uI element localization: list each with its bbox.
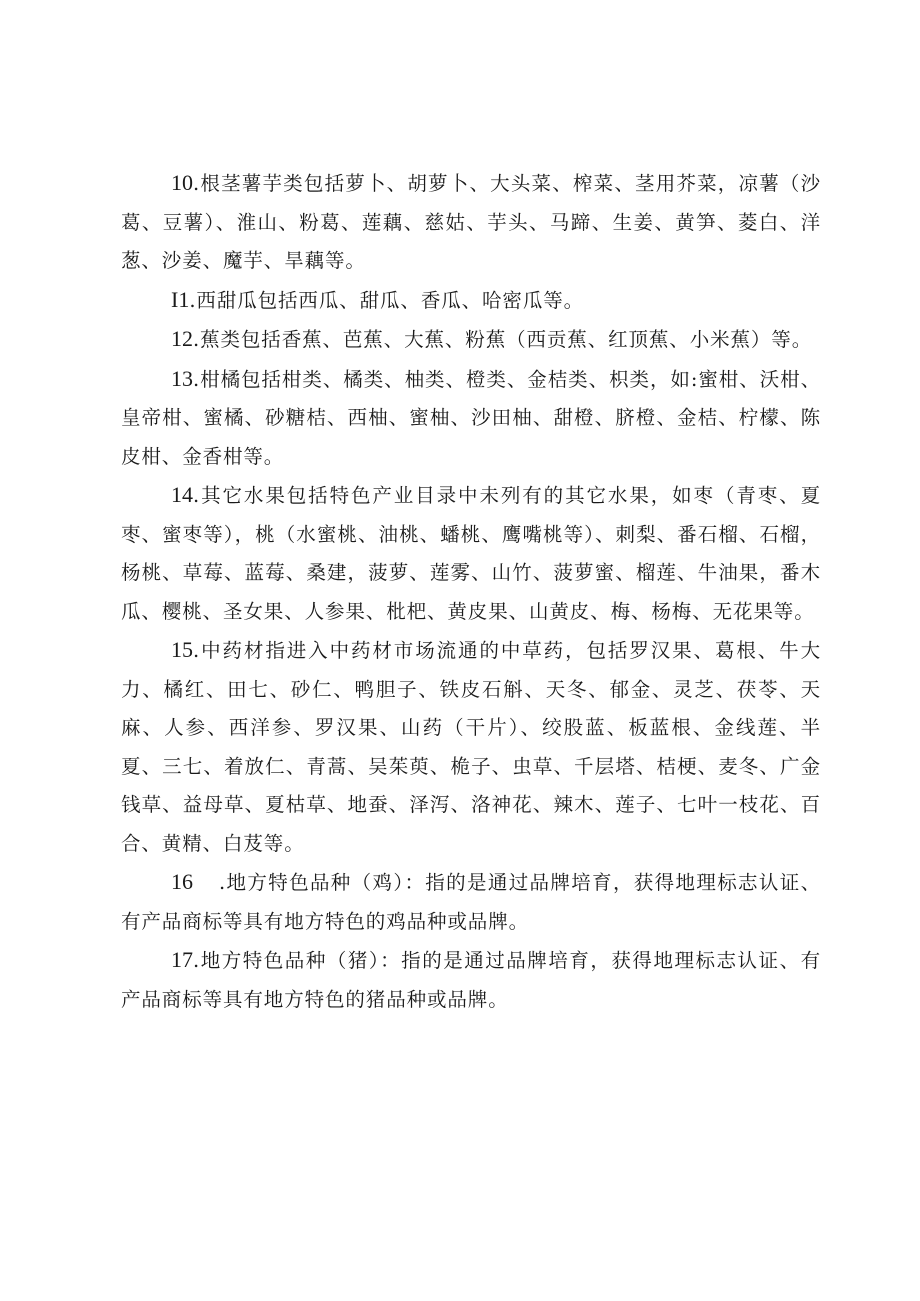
item-number: 13	[171, 365, 193, 391]
paragraph-16	[121, 863, 821, 941]
item-number: 17	[171, 947, 193, 972]
paragraph-14	[121, 476, 821, 631]
item-number: 12	[171, 326, 193, 351]
item-text: .其它水果包括特色产业目录中未列有的其它水果，如枣（青枣、夏枣、蜜枣等），桃（水蜜桃、油桃、蟠桃、鹰嘴桃等）、刺梨、番石榴、石榴，杨桃、草莓、蓝莓、桑建，菠萝、莲雾、山竹、菠萝蜜、榴莲、牛油果，番木瓜、樱桃、圣女果、人参果、枇杷、黄皮果、山黄皮、梅、杨梅、无花果等。	[121, 484, 821, 623]
item-text: .中药材指进入中药材市场流通的中草药，包括罗汉果、葛根、牛大力、橘红、田七、砂仁、鸭胆子、铁皮石斛、天冬、郁金、灵芝、茯苓、天麻、人参、西洋参、罗汉果、山药（干片）、绞股蓝、板蓝根、金线莲、半夏、三七、着放仁、青蒿、吴茱萸、桅子、虫草、千层塔、桔梗、麦冬、广金钱草、益母草、夏枯草、地蚕、泽泻、洛神花、辣木、莲子、七叶一枝花、百合、黄精、白芨等。	[121, 639, 821, 855]
document-body	[121, 164, 821, 1019]
paragraph-11	[121, 281, 821, 321]
item-number: 15	[171, 637, 193, 662]
paragraph-13	[121, 360, 821, 477]
item-text: .地方特色品种（鸡）：指的是通过品牌培育，获得地理标志认证、有产品商标等具有地方特色的鸡品种或品牌。	[121, 871, 821, 933]
paragraph-17	[121, 941, 821, 1019]
item-number: 10	[171, 170, 193, 195]
item-number: I1	[171, 286, 190, 312]
item-number: 14	[171, 482, 193, 507]
paragraph-10	[121, 164, 821, 281]
paragraph-12	[121, 320, 821, 360]
item-text: .西甜瓜包括西瓜、甜瓜、香瓜、哈密瓜等。	[189, 288, 585, 312]
item-text: .地方特色品种（猪）：指的是通过品牌培育，获得地理标志认证、有产品商标等具有地方特色的猪品种或品牌。	[121, 949, 821, 1011]
item-text: .蕉类包括香蕉、芭蕉、大蕉、粉蕉（西贡蕉、红顶蕉、小米蕉）等。	[193, 328, 813, 351]
item-number: 16	[171, 869, 193, 894]
item-text: .柑橘包括柑类、橘类、柚类、橙类、金桔类、枳类，如:蜜柑、沃柑、皇帝柑、蜜橘、砂糖桔、西柚、蜜柚、沙田柚、甜橙、脐橙、金桔、柠檬、陈皮柑、金香柑等。	[121, 367, 821, 468]
item-text: .根茎薯芋类包括萝卜、胡萝卜、大头菜、榨菜、茎用芥菜，凉薯（沙葛、豆薯）、淮山、粉葛、莲藕、慈姑、芋头、马蹄、生姜、黄笋、菱白、洋葱、沙姜、魔芋、旱藕等。	[121, 172, 821, 272]
paragraph-15	[121, 631, 821, 863]
